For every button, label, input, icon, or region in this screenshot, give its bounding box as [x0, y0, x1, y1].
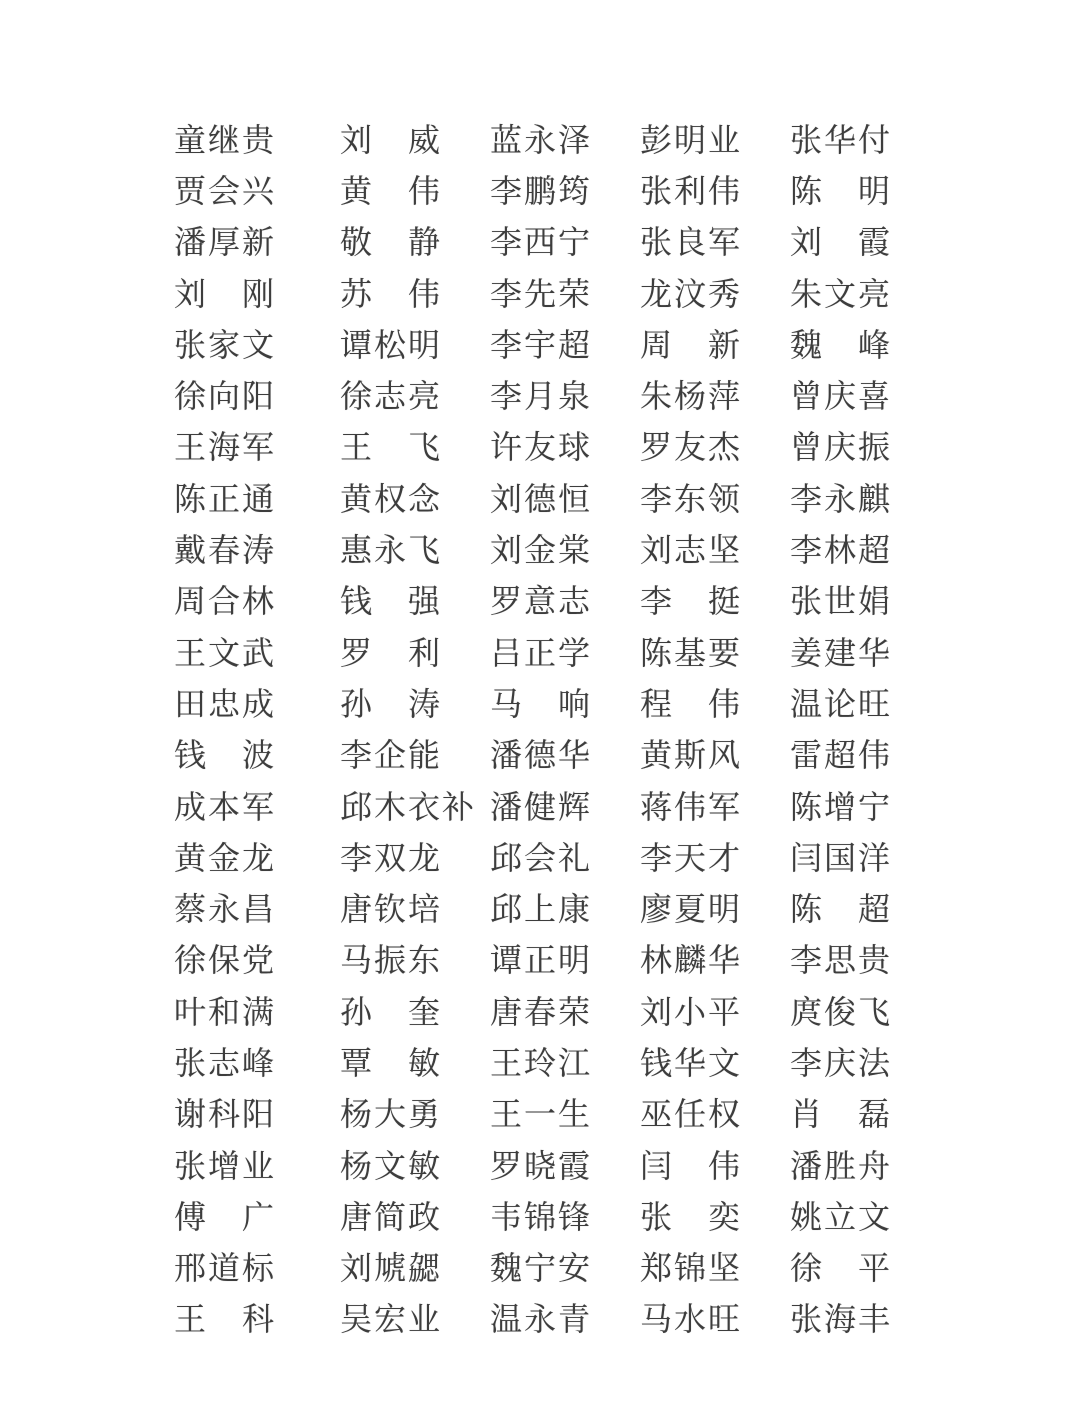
- name-cell: 谭正明: [490, 942, 593, 979]
- name-cell: 刘 刚: [174, 275, 277, 312]
- name-cell: 李东领: [640, 480, 743, 517]
- name-cell: 蔡永昌: [174, 891, 277, 928]
- name-cell: 唐简政: [340, 1198, 443, 1235]
- name-cell: 徐志亮: [340, 378, 443, 415]
- name-cell: 王一生: [490, 1096, 593, 1133]
- name-cell: 李先荣: [490, 275, 593, 312]
- name-cell: 吕正学: [490, 634, 593, 671]
- name-cell: 邱木衣补: [340, 788, 477, 825]
- name-cell: 刘虓勰: [340, 1250, 443, 1287]
- name-cell: 徐保党: [174, 942, 277, 979]
- name-cell: 王 科: [174, 1301, 277, 1338]
- name-cell: 傅 广: [174, 1198, 277, 1235]
- name-cell: 周 新: [640, 326, 743, 363]
- name-cell: 黄权念: [340, 480, 443, 517]
- name-cell: 田忠成: [174, 685, 277, 722]
- name-cell: 闫国洋: [790, 839, 893, 876]
- name-cell: 张海丰: [790, 1301, 893, 1338]
- name-cell: 陈 明: [790, 172, 893, 209]
- name-cell: 朱杨萍: [640, 378, 743, 415]
- name-cell: 徐 平: [790, 1250, 893, 1287]
- name-cell: 郑锦坚: [640, 1250, 743, 1287]
- name-cell: 刘德恒: [490, 480, 593, 517]
- name-cell: 刘 霞: [790, 224, 893, 261]
- name-cell: 李鹏筠: [490, 172, 593, 209]
- name-cell: 温永青: [490, 1301, 593, 1338]
- name-cell: 李宇超: [490, 326, 593, 363]
- name-cell: 李月泉: [490, 378, 593, 415]
- name-cell: 马振东: [340, 942, 443, 979]
- name-grid: [174, 112, 1068, 1343]
- name-cell: 邱上康: [490, 891, 593, 928]
- name-cell: 程 伟: [640, 685, 743, 722]
- name-cell: 刘 威: [340, 121, 443, 158]
- name-cell: 苏 伟: [340, 275, 443, 312]
- name-cell: 黄斯风: [640, 737, 743, 774]
- name-cell: 惠永飞: [340, 532, 443, 569]
- name-cell: 吴宏业: [340, 1301, 443, 1338]
- name-cell: 谢科阳: [174, 1096, 277, 1133]
- name-cell: 彭明业: [640, 121, 743, 158]
- name-cell: 李庆法: [790, 1044, 893, 1081]
- name-cell: 罗 利: [340, 634, 443, 671]
- name-cell: 罗意志: [490, 583, 593, 620]
- name-cell: 王玲江: [490, 1044, 593, 1081]
- name-cell: 戴春涛: [174, 532, 277, 569]
- name-cell: 覃 敏: [340, 1044, 443, 1081]
- name-cell: 韦锦锋: [490, 1198, 593, 1235]
- name-cell: 闫 伟: [640, 1147, 743, 1184]
- name-cell: 魏 峰: [790, 326, 893, 363]
- name-cell: 成本军: [174, 788, 277, 825]
- name-cell: 张利伟: [640, 172, 743, 209]
- name-cell: 姚立文: [790, 1198, 893, 1235]
- name-cell: 雷超伟: [790, 737, 893, 774]
- name-cell: 黄 伟: [340, 172, 443, 209]
- name-cell: 徐向阳: [174, 378, 277, 415]
- name-cell: 周合林: [174, 583, 277, 620]
- name-cell: 潘健辉: [490, 788, 593, 825]
- name-cell: 叶和满: [174, 993, 277, 1030]
- name-cell: 潘胜舟: [790, 1147, 893, 1184]
- name-cell: 钱华文: [640, 1044, 743, 1081]
- name-cell: 钱 强: [340, 583, 443, 620]
- name-cell: 朱文亮: [790, 275, 893, 312]
- name-cell: 李西宁: [490, 224, 593, 261]
- name-cell: 陈基要: [640, 634, 743, 671]
- name-cell: 潘德华: [490, 737, 593, 774]
- name-cell: 林麟华: [640, 942, 743, 979]
- name-cell: 张家文: [174, 326, 277, 363]
- name-cell: 张志峰: [174, 1044, 277, 1081]
- name-cell: 张华付: [790, 121, 893, 158]
- name-cell: 许友球: [490, 429, 593, 466]
- name-cell: 姜建华: [790, 634, 893, 671]
- name-cell: 张良军: [640, 224, 743, 261]
- name-cell: 贾会兴: [174, 172, 277, 209]
- name-cell: 曾庆振: [790, 429, 893, 466]
- name-cell: 王海军: [174, 429, 277, 466]
- name-cell: 陈增宁: [790, 788, 893, 825]
- name-cell: 孙 涛: [340, 685, 443, 722]
- name-cell: 李企能: [340, 737, 443, 774]
- name-cell: 魏宁安: [490, 1250, 593, 1287]
- name-cell: 庹俊飞: [790, 993, 893, 1030]
- name-cell: 李永麒: [790, 480, 893, 517]
- name-cell: 杨文敏: [340, 1147, 443, 1184]
- name-cell: 廖夏明: [640, 891, 743, 928]
- name-cell: 马 响: [490, 685, 593, 722]
- name-cell: 李双龙: [340, 839, 443, 876]
- name-cell: 刘志坚: [640, 532, 743, 569]
- name-cell: 李思贵: [790, 942, 893, 979]
- name-cell: 孙 奎: [340, 993, 443, 1030]
- name-cell: 邱会礼: [490, 839, 593, 876]
- name-cell: 潘厚新: [174, 224, 277, 261]
- name-cell: 邢道标: [174, 1250, 277, 1287]
- name-cell: 刘小平: [640, 993, 743, 1030]
- name-cell: 温论旺: [790, 685, 893, 722]
- name-cell: 罗晓霞: [490, 1147, 593, 1184]
- name-cell: 黄金龙: [174, 839, 277, 876]
- name-cell: 钱 波: [174, 737, 277, 774]
- name-cell: 王文武: [174, 634, 277, 671]
- name-cell: 陈 超: [790, 891, 893, 928]
- name-cell: 张世娟: [790, 583, 893, 620]
- name-cell: 马水旺: [640, 1301, 743, 1338]
- name-cell: 敬 静: [340, 224, 443, 261]
- name-cell: 李天才: [640, 839, 743, 876]
- name-cell: 龙汶秀: [640, 275, 743, 312]
- name-cell: 杨大勇: [340, 1096, 443, 1133]
- name-cell: 唐春荣: [490, 993, 593, 1030]
- name-cell: 唐钦培: [340, 891, 443, 928]
- name-cell: 陈正通: [174, 480, 277, 517]
- name-cell: 李林超: [790, 532, 893, 569]
- name-cell: 刘金棠: [490, 532, 593, 569]
- name-cell: 曾庆喜: [790, 378, 893, 415]
- name-cell: 童继贵: [174, 121, 277, 158]
- name-cell: 罗友杰: [640, 429, 743, 466]
- name-cell: 巫任权: [640, 1096, 743, 1133]
- name-cell: 谭松明: [340, 326, 443, 363]
- name-cell: 张增业: [174, 1147, 277, 1184]
- name-cell: 李 挺: [640, 583, 743, 620]
- name-cell: 张 奕: [640, 1198, 743, 1235]
- name-cell: 蒋伟军: [640, 788, 743, 825]
- name-cell: 肖 磊: [790, 1096, 893, 1133]
- name-cell: 蓝永泽: [490, 121, 593, 158]
- name-cell: 王 飞: [340, 429, 443, 466]
